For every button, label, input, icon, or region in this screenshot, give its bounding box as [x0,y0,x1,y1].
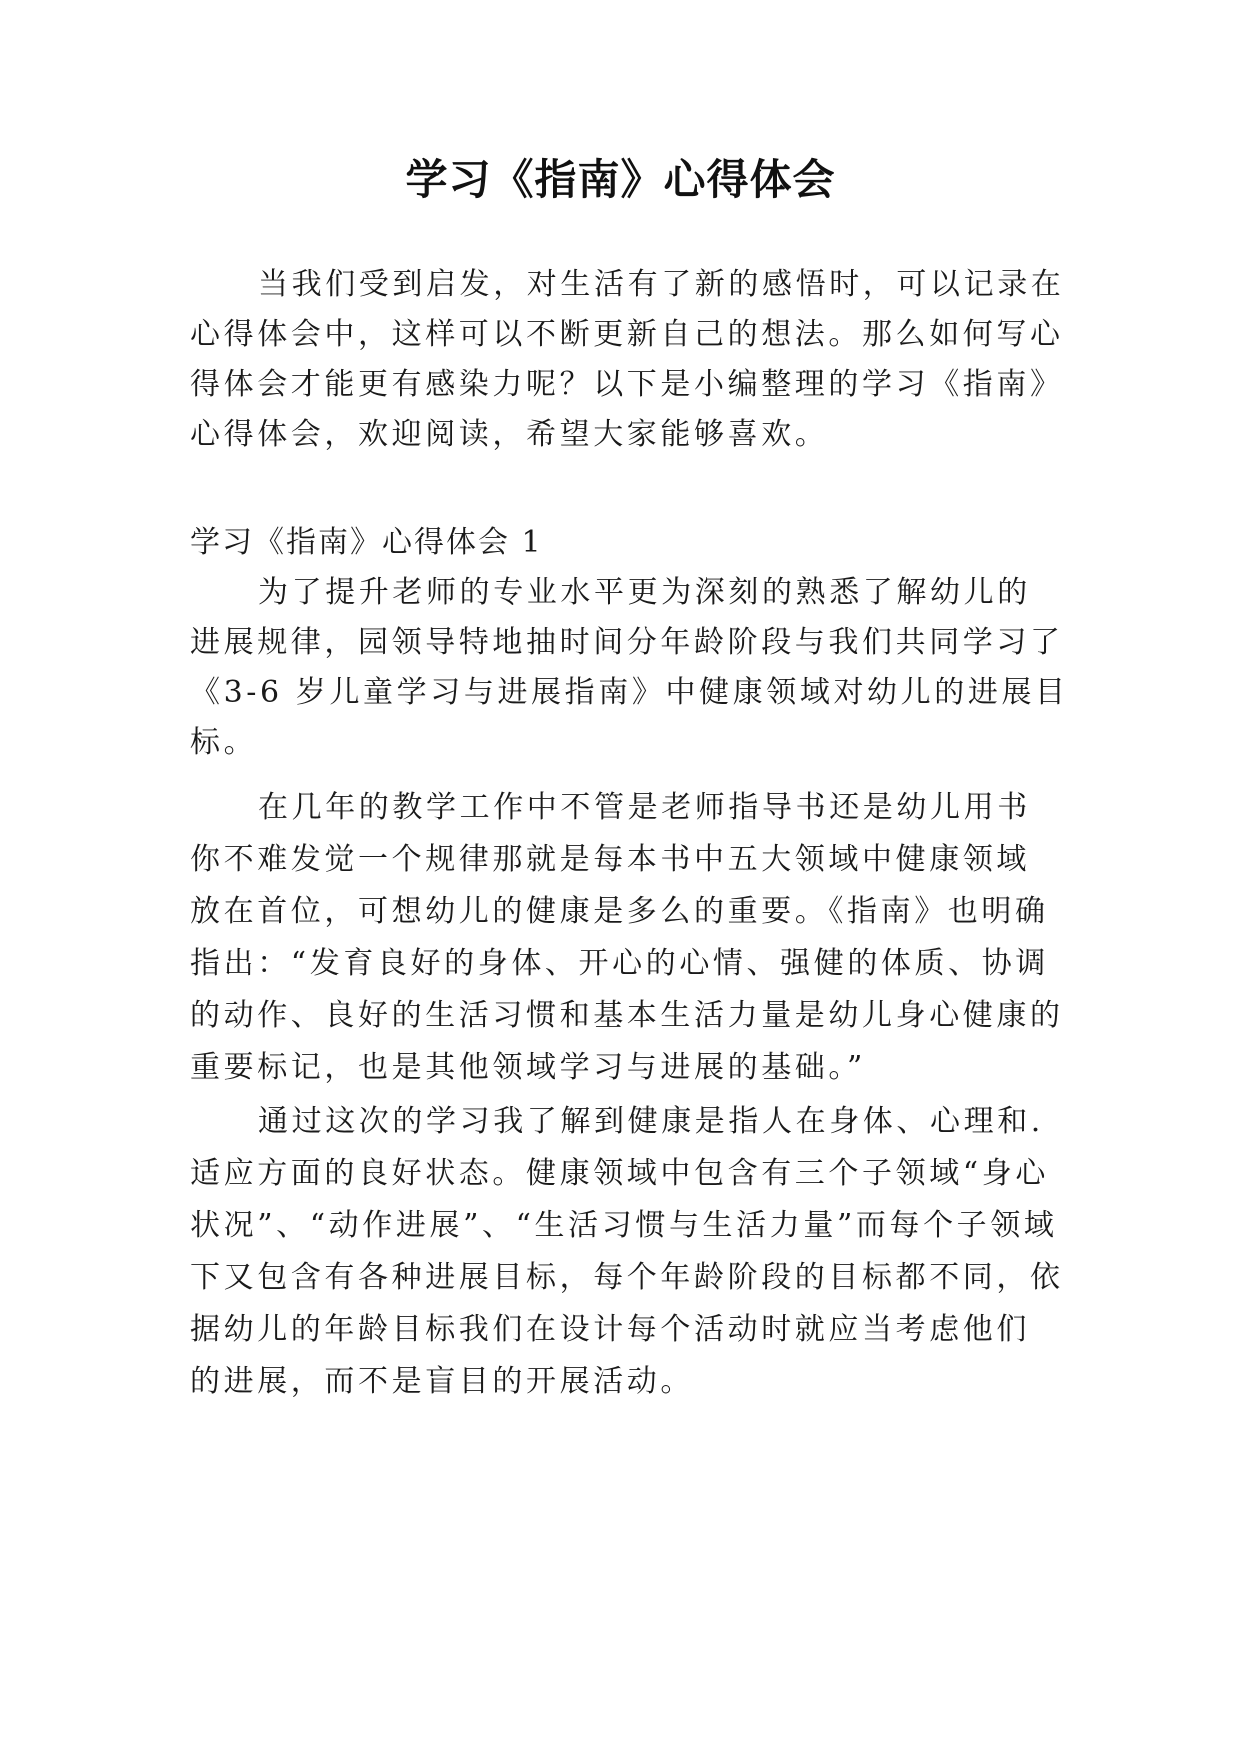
section-heading: 学习《指南》心得体会 1 [190,525,543,560]
intro-line-2: 心得体会中，这样可以不断更新自己的想法。那么如何写心 [190,317,1064,352]
para-3-line-4: 下又包含有各种进展目标，每个年龄阶段的目标都不同，依 [190,1260,1064,1295]
document-title: 学习《指南》心得体会 [405,155,836,204]
para-1-line-3: 《3-6 岁儿童学习与进展指南》中健康领域对幼儿的进展目 [190,675,1069,710]
para-3-line-6: 的进展，而不是盲目的开展活动。 [190,1364,694,1399]
para-2-line-6: 重要标记，也是其他领域学习与进展的基础。” [190,1050,866,1085]
para-2-line-2: 你不难发觉一个规律那就是每本书中五大领域中健康领域 [190,842,1030,877]
para-2-line-3: 放在首位，可想幼儿的健康是多么的重要。《指南》也明确 [190,894,1049,929]
intro-line-4: 心得体会，欢迎阅读，希望大家能够喜欢。 [190,417,829,452]
para-3-line-3: 状况”、“动作进展”、“生活习惯与生活力量”而每个子领域 [190,1208,1058,1243]
para-3-line-5: 据幼儿的年龄目标我们在设计每个活动时就应当考虑他们 [190,1312,1030,1347]
para-2-line-1: 在几年的教学工作中不管是老师指导书还是幼儿用书 [258,790,1031,825]
para-1-line-2: 进展规律，园领导特地抽时间分年龄阶段与我们共同学习了 [190,625,1064,660]
para-1-line-1: 为了提升老师的专业水平更为深刻的熟悉了解幼儿的 [258,575,1031,610]
para-2-line-4: 指出：“发育良好的身体、开心的心情、强健的体质、协调 [190,946,1049,981]
para-2-line-5: 的动作、良好的生活习惯和基本生活力量是幼儿身心健康的 [190,998,1064,1033]
para-3-line-2: 适应方面的良好状态。健康领域中包含有三个子领域“身心 [190,1156,1049,1191]
intro-line-3: 得体会才能更有感染力呢？以下是小编整理的学习《指南》 [190,367,1064,402]
para-3-line-1: 通过这次的学习我了解到健康是指人在身体、心理和. [258,1104,1044,1139]
para-1-line-4: 标。 [190,725,258,760]
intro-line-1: 当我们受到启发，对生活有了新的感悟时，可以记录在 [258,267,1065,302]
